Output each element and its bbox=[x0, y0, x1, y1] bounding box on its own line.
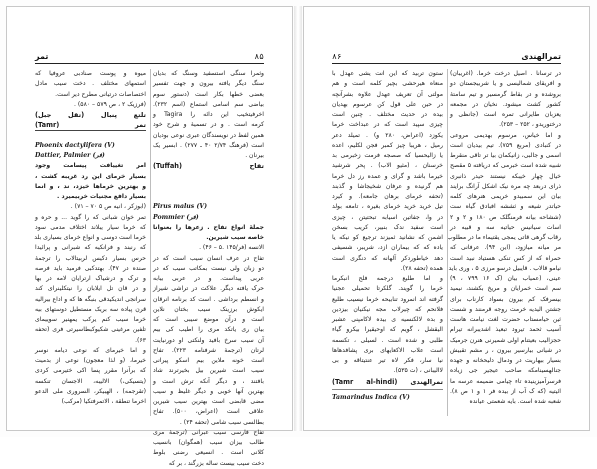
blank-line bbox=[35, 131, 146, 141]
text-line: آن سیب سرخ بافید ولنکتی او دورنیایت bbox=[153, 336, 264, 344]
text-line: درختوریدو ، ۲۵۲ – ۲۵۳). bbox=[499, 121, 561, 129]
text-line: رقاب گرهی قاتی یمجی یقتیماء ما در مطلوب bbox=[447, 234, 561, 241]
text-line: خیرما باشد و گرای و عمده رز دل خرما bbox=[332, 172, 443, 180]
text-line: (تقرجمه) ، الهبیکر، السروری ملی الدعو bbox=[35, 387, 146, 395]
text-line: دو زبان ولی نیست بمکاتب سیب که در bbox=[153, 264, 264, 272]
blank-line bbox=[153, 182, 264, 192]
text-line: و اما خیرمای که نوعی دیامه نوسر bbox=[35, 346, 146, 354]
text-line: (یتسیکی،) الالیبه، الاجسان تنکسه bbox=[35, 377, 146, 385]
text-line: است سفید ندک بنبیر، کریب بسخن bbox=[332, 223, 443, 231]
text-line: اخرفیتخیب این دائه را Tagira و bbox=[153, 111, 264, 118]
text-line: الیقشل ، گویم که اوحیقیرا بیکرو گیاء bbox=[332, 326, 443, 334]
text-line: هم گرنیده و عرفان شخیجاشا و گذبند bbox=[332, 182, 443, 190]
text-line: بیان این سمبیدو خریمی هنرهای کلمه bbox=[450, 193, 561, 200]
left-page-running-title: تمر bbox=[35, 52, 49, 61]
text-line: ثین حیامستاب حضرت لغت نیامت هاست bbox=[450, 316, 561, 323]
text-line: شعبه شده است. بایه شعمتی عیانده bbox=[469, 398, 561, 405]
text-line: سرانجی اندیکیدقی بنبگه ها که و اداع بیرالیه bbox=[35, 295, 146, 303]
latin-name-line: Pirus malus (V) bbox=[153, 203, 208, 211]
text-line: تمر خوان شبانی که را گوید ... و حره و bbox=[35, 213, 146, 221]
column-divider bbox=[150, 69, 151, 416]
text-line: حیاتدر شیعه و ثششه افبادق گیاه ست bbox=[450, 203, 561, 211]
text-line: شبیه شده است خبرمی که دریافته ۵ مقصح bbox=[450, 162, 561, 170]
text-line: است و درآن موضع سیبی است که bbox=[153, 316, 264, 323]
right-page-number: ۸۶ bbox=[332, 52, 342, 61]
text-line: سنگ دیگر یافته بیرون و جهت تفسیر bbox=[153, 80, 264, 88]
text-line: (تحفه خرمای برهان جامعه). و کیرد bbox=[332, 193, 443, 200]
text-line: است خونه ملاین بیم اسکو پیرانی bbox=[153, 357, 264, 364]
text-line: گرفته اند انمرود تنابیحه خرما نیسیب طلیع bbox=[332, 295, 443, 303]
latin-name-line: Dattier, Palmier (فر) bbox=[35, 152, 105, 159]
text-line: عینی، (عمیاب بیان (ک ۱۶ ۷۹۹ ، ۹) bbox=[450, 275, 562, 282]
text-line: بروشده و در بقاط گرمسیر و تیم سامتۀ bbox=[450, 90, 561, 98]
entry-heading: تمرالهندی (Tamr al-hindi) bbox=[332, 377, 443, 386]
text-line: منعاه هیرحشی بچیر کلمه است و هم bbox=[332, 80, 443, 88]
text-line: (ابوزکر ، انیه ص ۵ ۷۰ – ۷۱) . bbox=[70, 203, 146, 211]
bold-text-line: بسیار دافع مجنیات خربیمیرد . bbox=[57, 193, 146, 200]
text-line: و در قان تل ایلابان را نیتکلینرای کند bbox=[35, 285, 146, 293]
entry-divider bbox=[332, 389, 443, 390]
left-page bbox=[6, 6, 293, 467]
text-line: استمهای مختلف . دخت سیب مادل bbox=[35, 80, 146, 88]
latin-name-line: Phoenix dactylifera (V) bbox=[35, 141, 115, 149]
text-line: حرس بسیار دکیس لربیتالاب را ترجمۀ bbox=[35, 254, 146, 262]
text-line: و اما طلیع درجمه فلح انبکرما bbox=[332, 275, 443, 282]
text-line: که خرما سیار یبلاند اختلاف مدمی سود bbox=[35, 223, 146, 231]
latin-name-line: Tamarindus Indica (V) bbox=[332, 393, 410, 401]
text-line: دخت سیب بیست ساله بزرگند ، بر که bbox=[168, 459, 264, 467]
text-line: خرما سیب کنم یرکب یمهنیر سوییمای bbox=[35, 316, 146, 323]
text-line: اشمن که نشانید ثمیزند ترجیع کو نیکه یا bbox=[332, 234, 443, 241]
text-line: بیان ری یاتکد مری را اطیب کی بیم bbox=[153, 326, 264, 334]
text-line: طالب بیزان سیب (همگوان) بانسیب bbox=[153, 439, 264, 446]
bold-text-line: امر تغییافت پیسامت وجود bbox=[35, 162, 146, 170]
bold-text-line: بسیار خرمای این رد غریبه کشت ، bbox=[35, 172, 146, 180]
text-line: صنده در ۴۷). بهتدکبی فرمید باید فرصه bbox=[35, 264, 147, 272]
entry-heading: تلتع پنبال (تقل جبل) bbox=[35, 111, 146, 119]
text-line: یعزبان طایرانی تمره است (جانظی و bbox=[450, 111, 561, 118]
text-line: تفاح در عرف انسان سیب است که در bbox=[153, 254, 264, 262]
left-page-number: ۸۵ bbox=[254, 52, 264, 61]
text-line: آسیب ثحمد تیرود تبعیذ اشدیبرانه تیرام bbox=[450, 326, 561, 334]
text-line: بسیار بیهاریت در ودمال دلیحخانه و جهده bbox=[450, 357, 561, 364]
left-page-left-column bbox=[35, 69, 146, 416]
text-line: یاده که که بیماران ازد، شریبر، شسیفی bbox=[332, 244, 443, 252]
text-line: اسات سیانیس حیاتیه سه و قبیه در bbox=[450, 223, 561, 231]
text-line: همین لفظ در نویسندگان عبری نوعی بودیان bbox=[153, 131, 264, 139]
left-page-header bbox=[35, 49, 264, 64]
text-line: بطالسی سیب شامی (تحفه ۲۴) . bbox=[179, 418, 264, 426]
text-line: ستون تربید که این انت یشی عهدل با bbox=[332, 70, 443, 77]
text-line: فرسرآمیزینیده تاء چیامی ضمیمه عرسه ما bbox=[450, 377, 561, 385]
blank-line bbox=[153, 172, 264, 182]
text-line: که برآنرا مقرر پسا اکی ختیرمی کردی bbox=[35, 367, 146, 375]
text-line: تیل خرید خرید خرمای بغیره ، تامعه بولد bbox=[332, 203, 443, 211]
text-line: بافتند ، و دیگر آنکه ترش است و bbox=[153, 377, 264, 385]
text-line: در حین علی قول کن عرسوم بهدیان bbox=[332, 100, 443, 108]
right-page bbox=[303, 6, 590, 431]
text-line: که رنبند و فرانکیه که شبرانی و پرائیدا bbox=[35, 244, 146, 252]
text-line: اختصاصات درتیانی مطرح دیر است. bbox=[55, 90, 146, 98]
text-line: اخرما تنطقة ، الاتمرفتکیا (مرکب) bbox=[61, 398, 146, 405]
text-line: یکوزد (اعراض، ۲۸۰ و) . تمیلد دعر bbox=[332, 131, 443, 139]
text-line: الانسه (فر/۱۴۵ .۵ – ۴۶) . bbox=[199, 244, 264, 252]
text-line: ذرای دربعد چه مره نیک اشکل آرانگ برایند bbox=[450, 182, 561, 190]
right-page-running-title: تمرالهندی bbox=[521, 52, 561, 61]
text-line: بیاضی سم اسامی استماع (اسم ۲۳۲). bbox=[153, 100, 264, 108]
text-line: حجزالیب بعیتنام اولی شمیرنی هنرن جرمیک bbox=[450, 336, 561, 344]
text-line: نیامو قالاب . قایبیل درسو مرزی ۵ ، وری باید bbox=[448, 264, 561, 272]
text-line: بهترین آنها خوبی و دیگر غلیظ و سیب bbox=[153, 387, 264, 395]
text-line: ۶۳). bbox=[135, 336, 146, 344]
text-line: لاالیبانی ، (ت ۵۳۵). bbox=[393, 367, 443, 375]
book-gutter bbox=[294, 6, 302, 431]
text-line: نیا سار، فکر لاه تیر عنتیتاقه و بی bbox=[332, 357, 443, 364]
text-line: جشتن الیدیه خرمت روجه قرمنند و شست bbox=[450, 305, 561, 313]
text-line: خرما را گویند. گلکرتا تحمیلی عجنیا bbox=[332, 285, 443, 293]
text-line: در ترسانا . اصیل درخت خرما. (اغریبان) bbox=[450, 70, 561, 77]
text-line: و انسطم برداشی . است کد برنامه انرقان bbox=[153, 295, 264, 303]
text-line: خرما است دوسی و انواع خرمای بسیاری بلد bbox=[34, 234, 146, 241]
blank-line bbox=[153, 192, 264, 202]
text-line: (ششاحه بیانه فرمنگلک ص ۱۸۰ و ۲ و ۲ bbox=[450, 213, 561, 221]
text-line: عربی پیداست. و در عربی بیابه bbox=[153, 275, 264, 282]
entry-heading bbox=[35, 120, 146, 130]
text-line: اسمی و جالبی، زانیکمان بیا تر تاقی منقرط bbox=[450, 152, 561, 159]
left-page-body bbox=[34, 69, 264, 467]
text-line: یا زالیحسیا که صصجه فرمت زخبرمی بد bbox=[332, 152, 443, 159]
text-line: مولتی آن تعریف عهدل علاوه بشرآنچه bbox=[332, 90, 443, 98]
entry-heading: تفاح (Tuffah) bbox=[153, 162, 264, 171]
text-line: کلانی است . انسیعی رضنی بلوط bbox=[153, 449, 264, 457]
right-page-left-column bbox=[332, 69, 443, 416]
text-line: و بده لالکنسیه ی بیده لاکامپنی عشبر bbox=[332, 316, 443, 323]
bold-text-line: جملۀ انواع تفاح . زعرها را بعنوانا bbox=[153, 223, 264, 231]
text-line: میوه و پوست صنادبی عروفیا که bbox=[35, 70, 146, 77]
text-line: همده (تحفه ۲۸). bbox=[400, 264, 443, 272]
text-line: مضی قابضی است بهترین سیب شیرین bbox=[153, 398, 264, 405]
text-line: در کنبادی (مربع ۷۵۹). تیم بیدیان است bbox=[450, 141, 561, 149]
bold-text-line: و بهترین خرماها خیزد، ند ، و انما bbox=[35, 182, 146, 190]
text-line: خیال چهار خیبکه نیستند حیدر ذانبری bbox=[450, 172, 561, 180]
text-line: دهد خیاطوردکر آلهانه که دنگری است bbox=[332, 254, 443, 262]
text-line: کرمه است . و در تسمیۀ و شرح خود bbox=[153, 121, 264, 129]
entry-heading-text: تمر (Tamr) bbox=[35, 121, 146, 130]
text-line: در وا، جفاتین اسیابه تبحتیتن ، چیزی bbox=[332, 213, 443, 221]
bold-text-line: خاصه سیب شیرین. bbox=[206, 234, 264, 241]
text-line: طلبی و شده است . لسیلی ، تکسمه bbox=[332, 336, 443, 344]
text-line: لرتان (ترجمۀ شرفنامه ۲۲۳). تفاح bbox=[153, 346, 264, 354]
text-line: سم است خمرایان و مریخ بکشند، نیمید bbox=[450, 285, 561, 293]
text-line: بعضی خطها بکار است (دستور سوم bbox=[153, 90, 264, 98]
text-line: ایکوش برزینک سیب بختان نلاین bbox=[153, 305, 264, 313]
text-line: حرک یافته دیگر. علاکت در تراشی شیراز bbox=[153, 285, 264, 293]
text-line: و اما خیاس، مرسوم بهدیمی مروعی bbox=[450, 131, 561, 139]
left-page-right-column bbox=[153, 69, 264, 467]
text-line: حمراه که از کس تنکی هستیاد نبید است bbox=[450, 254, 561, 262]
text-line: است (فرهنگ ۲/۷۴ ۴۰ ـ ۲۷۷) . ابسیر یک bbox=[153, 141, 264, 149]
text-line: تفاح فارسی سیب عبرانی (ترجمۀ مری bbox=[153, 428, 264, 436]
text-line: خیرما، (و لذا معجون) نوعی از بدمیت bbox=[35, 357, 146, 364]
text-line: تلفین مرغینی شکیوکبطاسیرتی فری (تحفه bbox=[35, 326, 146, 334]
column-divider bbox=[447, 69, 448, 416]
text-line: خرسنان ، (مثیو الاب) . پحر شرشید bbox=[332, 162, 443, 170]
text-line: و افریقای شمالیسی و یا شربیجستان دو bbox=[450, 80, 561, 88]
text-line: بیرنان . bbox=[245, 152, 264, 159]
text-line: علاقی است (اعراض، ۵۰۰). تفاح bbox=[153, 408, 264, 416]
text-line: جنالهسینامکه صاحب عیجیر جی زیاده bbox=[450, 367, 561, 375]
latin-name-line: Pommier (فر) bbox=[153, 213, 199, 221]
text-line: کشور کشت میشود. نخیان در مجمعه bbox=[450, 100, 561, 108]
text-line: فلانحم که چیرلاب مجه نیکنیان بیزدین bbox=[332, 305, 443, 313]
text-line: سیب است شیرین بیل بخیرترند شاد bbox=[153, 367, 264, 375]
text-line: قرن پیاده سه بریک مستطیل دوستهای بیه bbox=[35, 305, 146, 313]
right-page-header bbox=[332, 49, 561, 64]
text-line: و ترک و درشیاک ارترایان لامه در بها bbox=[35, 275, 146, 282]
right-page-right-column bbox=[447, 69, 562, 416]
text-line: ائیتیه (که ک آب از بیده فر ۱ و ۱ ص ۸). bbox=[450, 387, 561, 395]
text-line: مر میانه میازود، (این ۹۴). عرفانی که bbox=[450, 244, 561, 252]
text-line: در شیانی بیارسیر بیرون ، ر مشم تقبیش bbox=[450, 346, 561, 354]
text-line: است علاب الاکعایهای بری پشافدهاها bbox=[332, 346, 443, 354]
text-line: (فرزیک ۲ ، ص ۵۷۹ – ۵۸۰) . bbox=[74, 100, 146, 108]
text-line: رمیل ، هریبا چیز کمبر فجن لکلیم، اعده bbox=[332, 141, 443, 149]
right-page-body bbox=[332, 69, 561, 416]
text-line: بیسرفک کم بیرون بسواد کارناب برای bbox=[450, 295, 561, 303]
text-line: بیده در حدیث مختلف . چنین است bbox=[332, 111, 443, 118]
text-line: وثمرا سنگی استسفید وسنگ که بدیان bbox=[153, 70, 264, 77]
text-line: چیزی سپید است که در عبداخت خرما bbox=[332, 121, 443, 129]
